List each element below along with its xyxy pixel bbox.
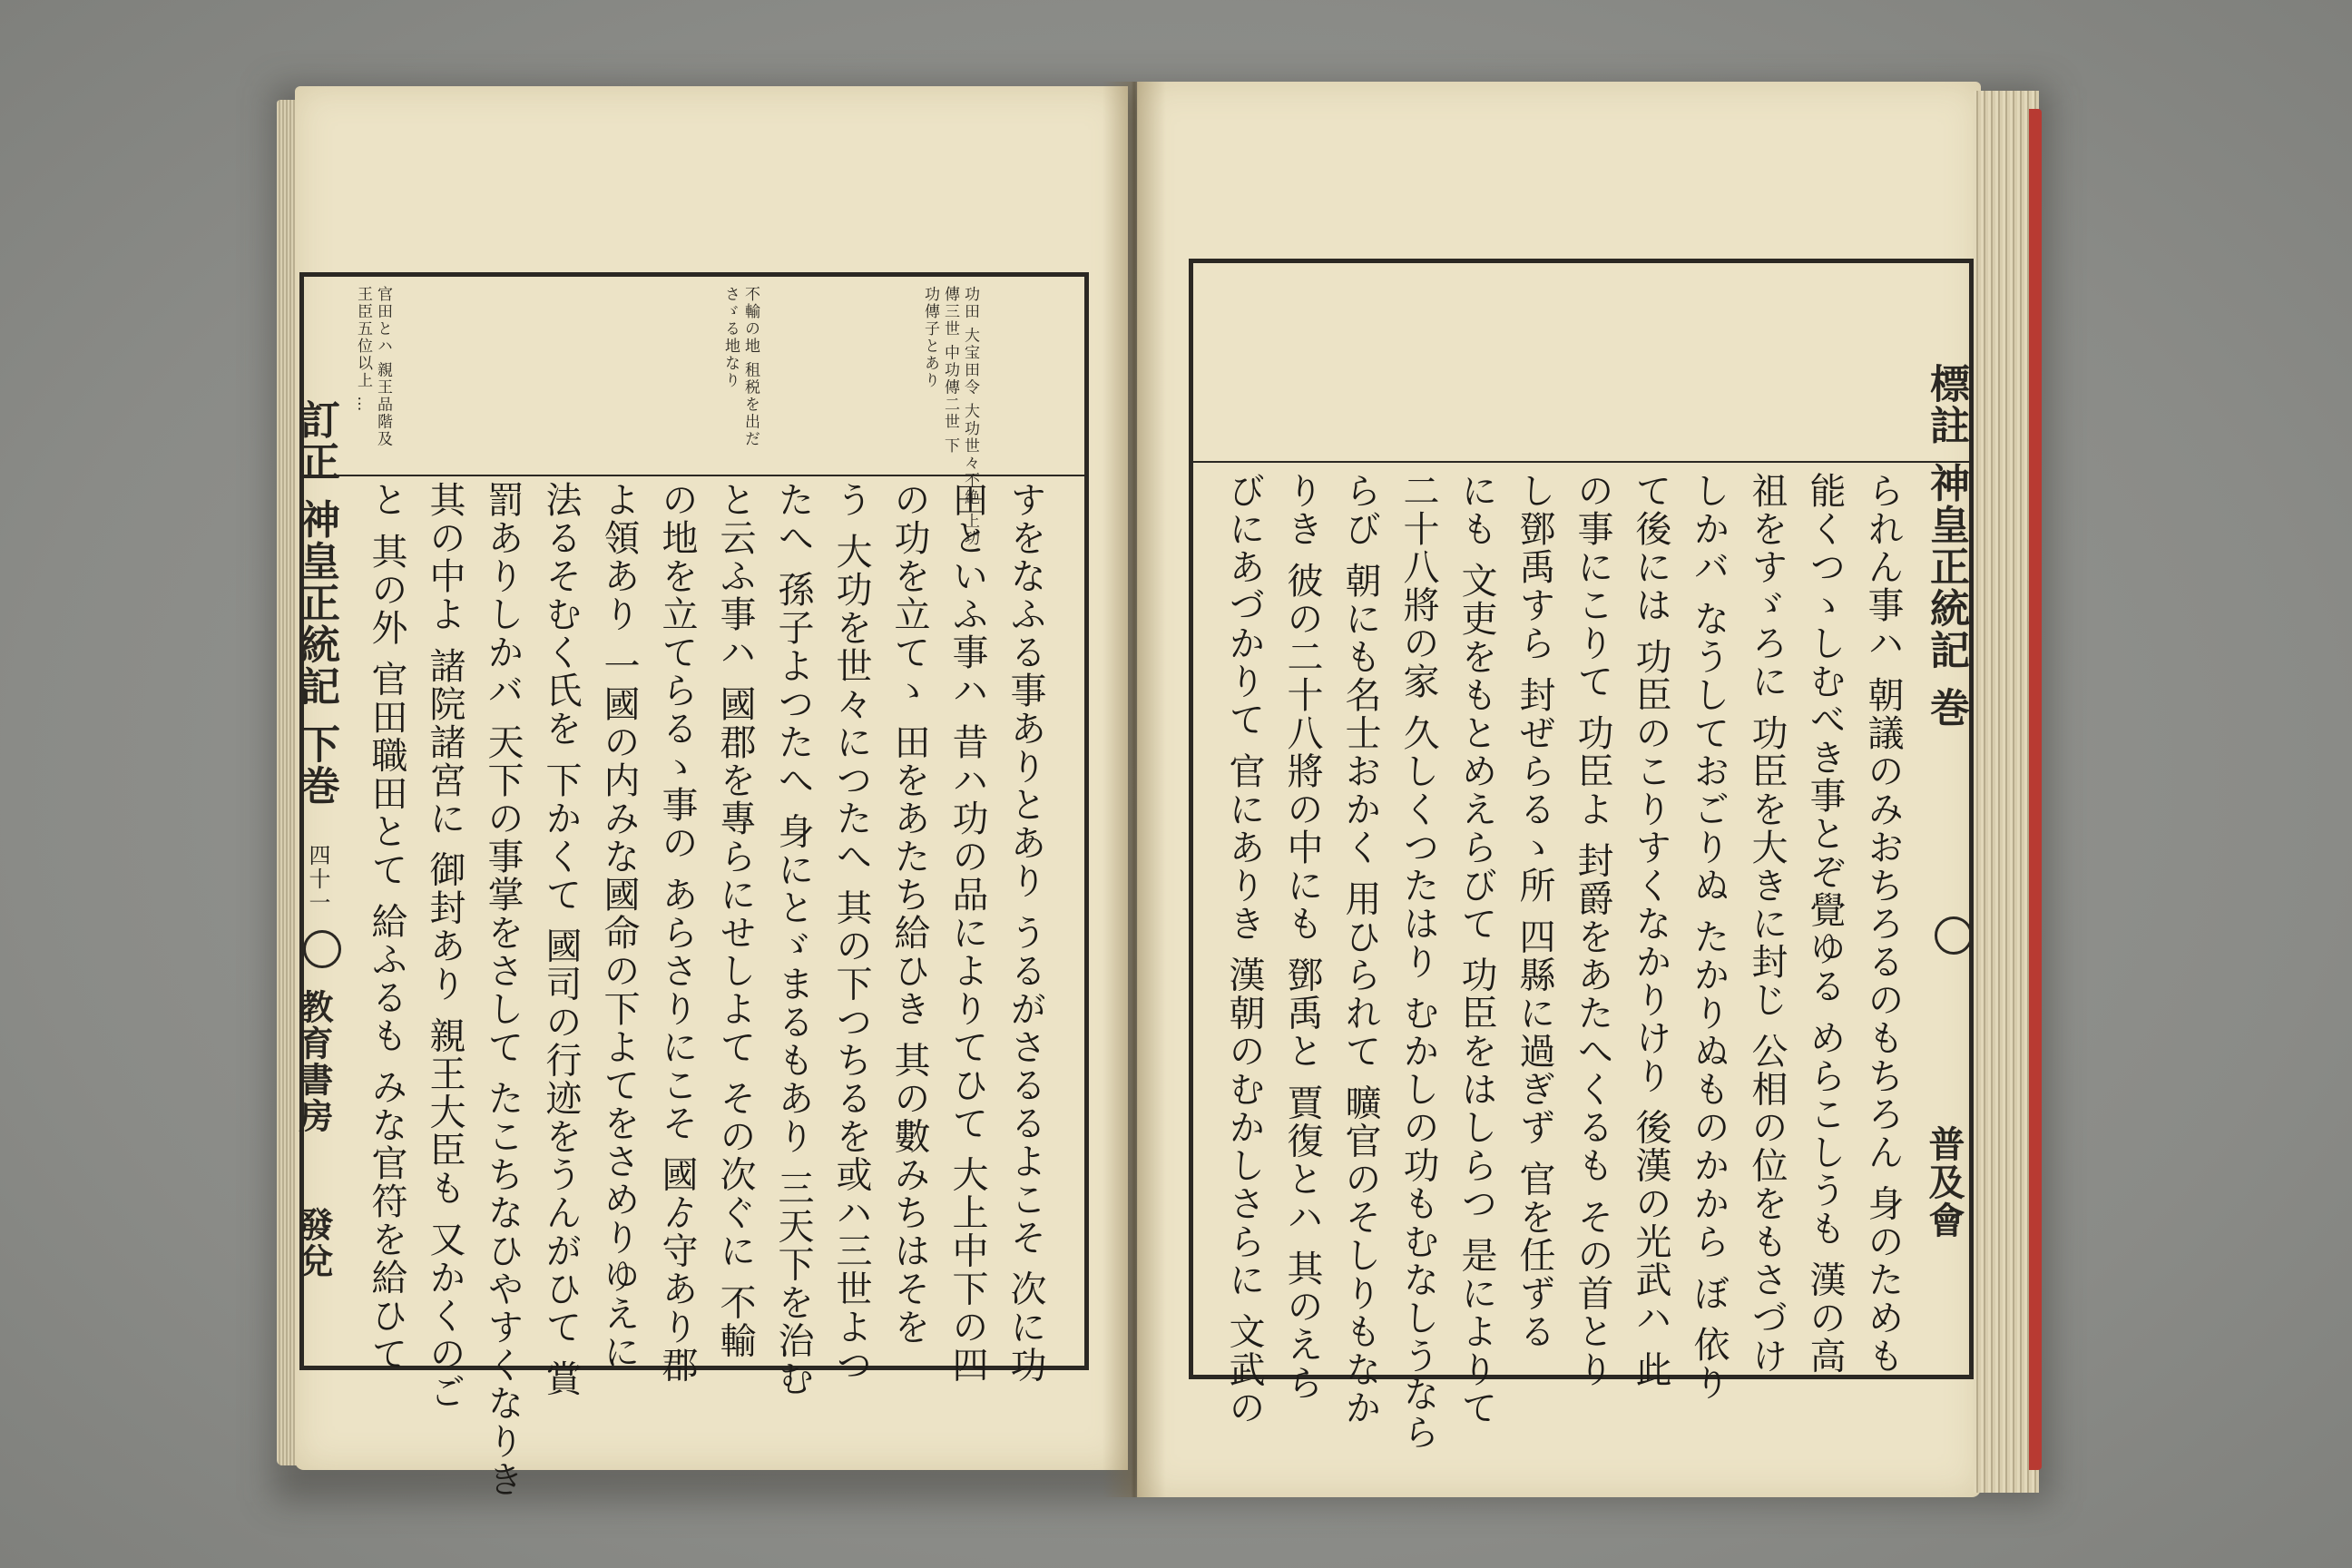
right-spine-bottom: 普及會 [1923,1125,1965,1240]
publisher-suffix: 發兌 [293,1207,334,1279]
circle-mark [303,930,341,968]
text-column: られん事ハ 朝議のみおちろるのもちろん 身のためも [1862,472,1904,1376]
text-column: 法るそむく氏を 下かくて 國司の行迹をうんがひて 賞 [540,481,582,1398]
text-column: 祖をすゞろに 功臣を大きに封じ 公相の位をもさづけ [1746,472,1788,1376]
header-note: 不輸の地 租税を出だ [741,286,760,448]
header-note: 王臣五位以上 … [354,286,372,414]
text-column: すをなふる事ありとあり うるがさるるよこそ 次に功 [1004,481,1046,1385]
left-spine-title: 訂正 神皇正統記 下巻 [293,399,339,807]
page-number: 四十一 [305,844,330,915]
text-column: し鄧禹すら 封ぜらるゝ所 四縣に過ぎず 官を任ずる [1514,472,1555,1351]
text-column: 能くつゝしむべき事とぞ覺ゆる めらこしうも 漢の高 [1804,472,1846,1376]
header-note: 功田 大宝田令 大功世々不絶 上功 [961,286,979,548]
text-column: 田といふ事ハ 昔ハ功の品によりてひて 大上中下の四 [946,481,988,1385]
text-column: と 其の外 官田職田とて 給ふるも みな官符を給ひて [366,481,407,1373]
right-spine-title: 標註 神皇正統記 巻 [1923,363,1969,729]
circle-mark [1935,916,1973,955]
text-column: よ領あり 一國の内みな國命の下よてをさめりゆえに [598,481,640,1371]
text-column: たへ 孫子よつたへ 身にとゞまるもあり 三天下を治む [772,481,814,1398]
text-column: の地を立てらるゝ事の あらさりにこそ 國ゟ守あり郡 [656,481,698,1385]
header-note: 功傳子とあり [921,286,939,389]
text-column: 罰ありしかバ 天下の事掌をさして たこちなひやすくなりき [482,481,524,1499]
right-header-area [1193,263,1969,463]
text-column: びにあづかりて 官にありき 漢朝のむかしさらに 文武の [1223,472,1265,1427]
header-note: 官田とハ 親王品階及 [374,286,392,448]
text-column: らび 朝にも名士おかく 用ひられて 曠官のそしりもなか [1339,472,1381,1427]
text-column: の事にこりて 功臣よ 封爵をあたへくるも その首とり [1572,472,1613,1389]
text-column: 其の中よ 諸院諸宮に 御封あり 親王大臣も 又かくのご [424,481,466,1411]
text-column: て後には 功臣のこりすくなかりけり 後漢の光武ハ 此 [1630,472,1671,1389]
text-column: の功を立てゝ 田をあたち給ひき 其の數みちはそを [888,481,930,1347]
text-column: う 大功を世々につたへ 其の下つちるを或ハ三世よつ [830,481,872,1385]
text-column: と云ふ事ハ 國郡を專らにせしよて その次ぐに 不輸 [714,481,756,1360]
header-note: さゞる地なり [721,286,740,389]
text-column: しかバ なうしておごりぬ たかりぬものかから ぼ 依り [1688,472,1730,1402]
header-note: 傳三世 中功傳二世 下 [941,286,959,455]
text-column: りき 彼の二十八將の中にも 鄧禹と 賈復とハ 其のえら [1281,472,1323,1402]
text-column: 二十八將の家 久しくつたはり むかしの功もむなしうなら [1397,472,1439,1452]
book-gutter [1102,82,1166,1497]
publisher-name: 教育書房 [293,989,334,1134]
red-cover-edge [2029,109,2042,1470]
text-column: にも 文吏をもとめえらびて 功臣をはしらつ 是によりて [1455,472,1497,1427]
